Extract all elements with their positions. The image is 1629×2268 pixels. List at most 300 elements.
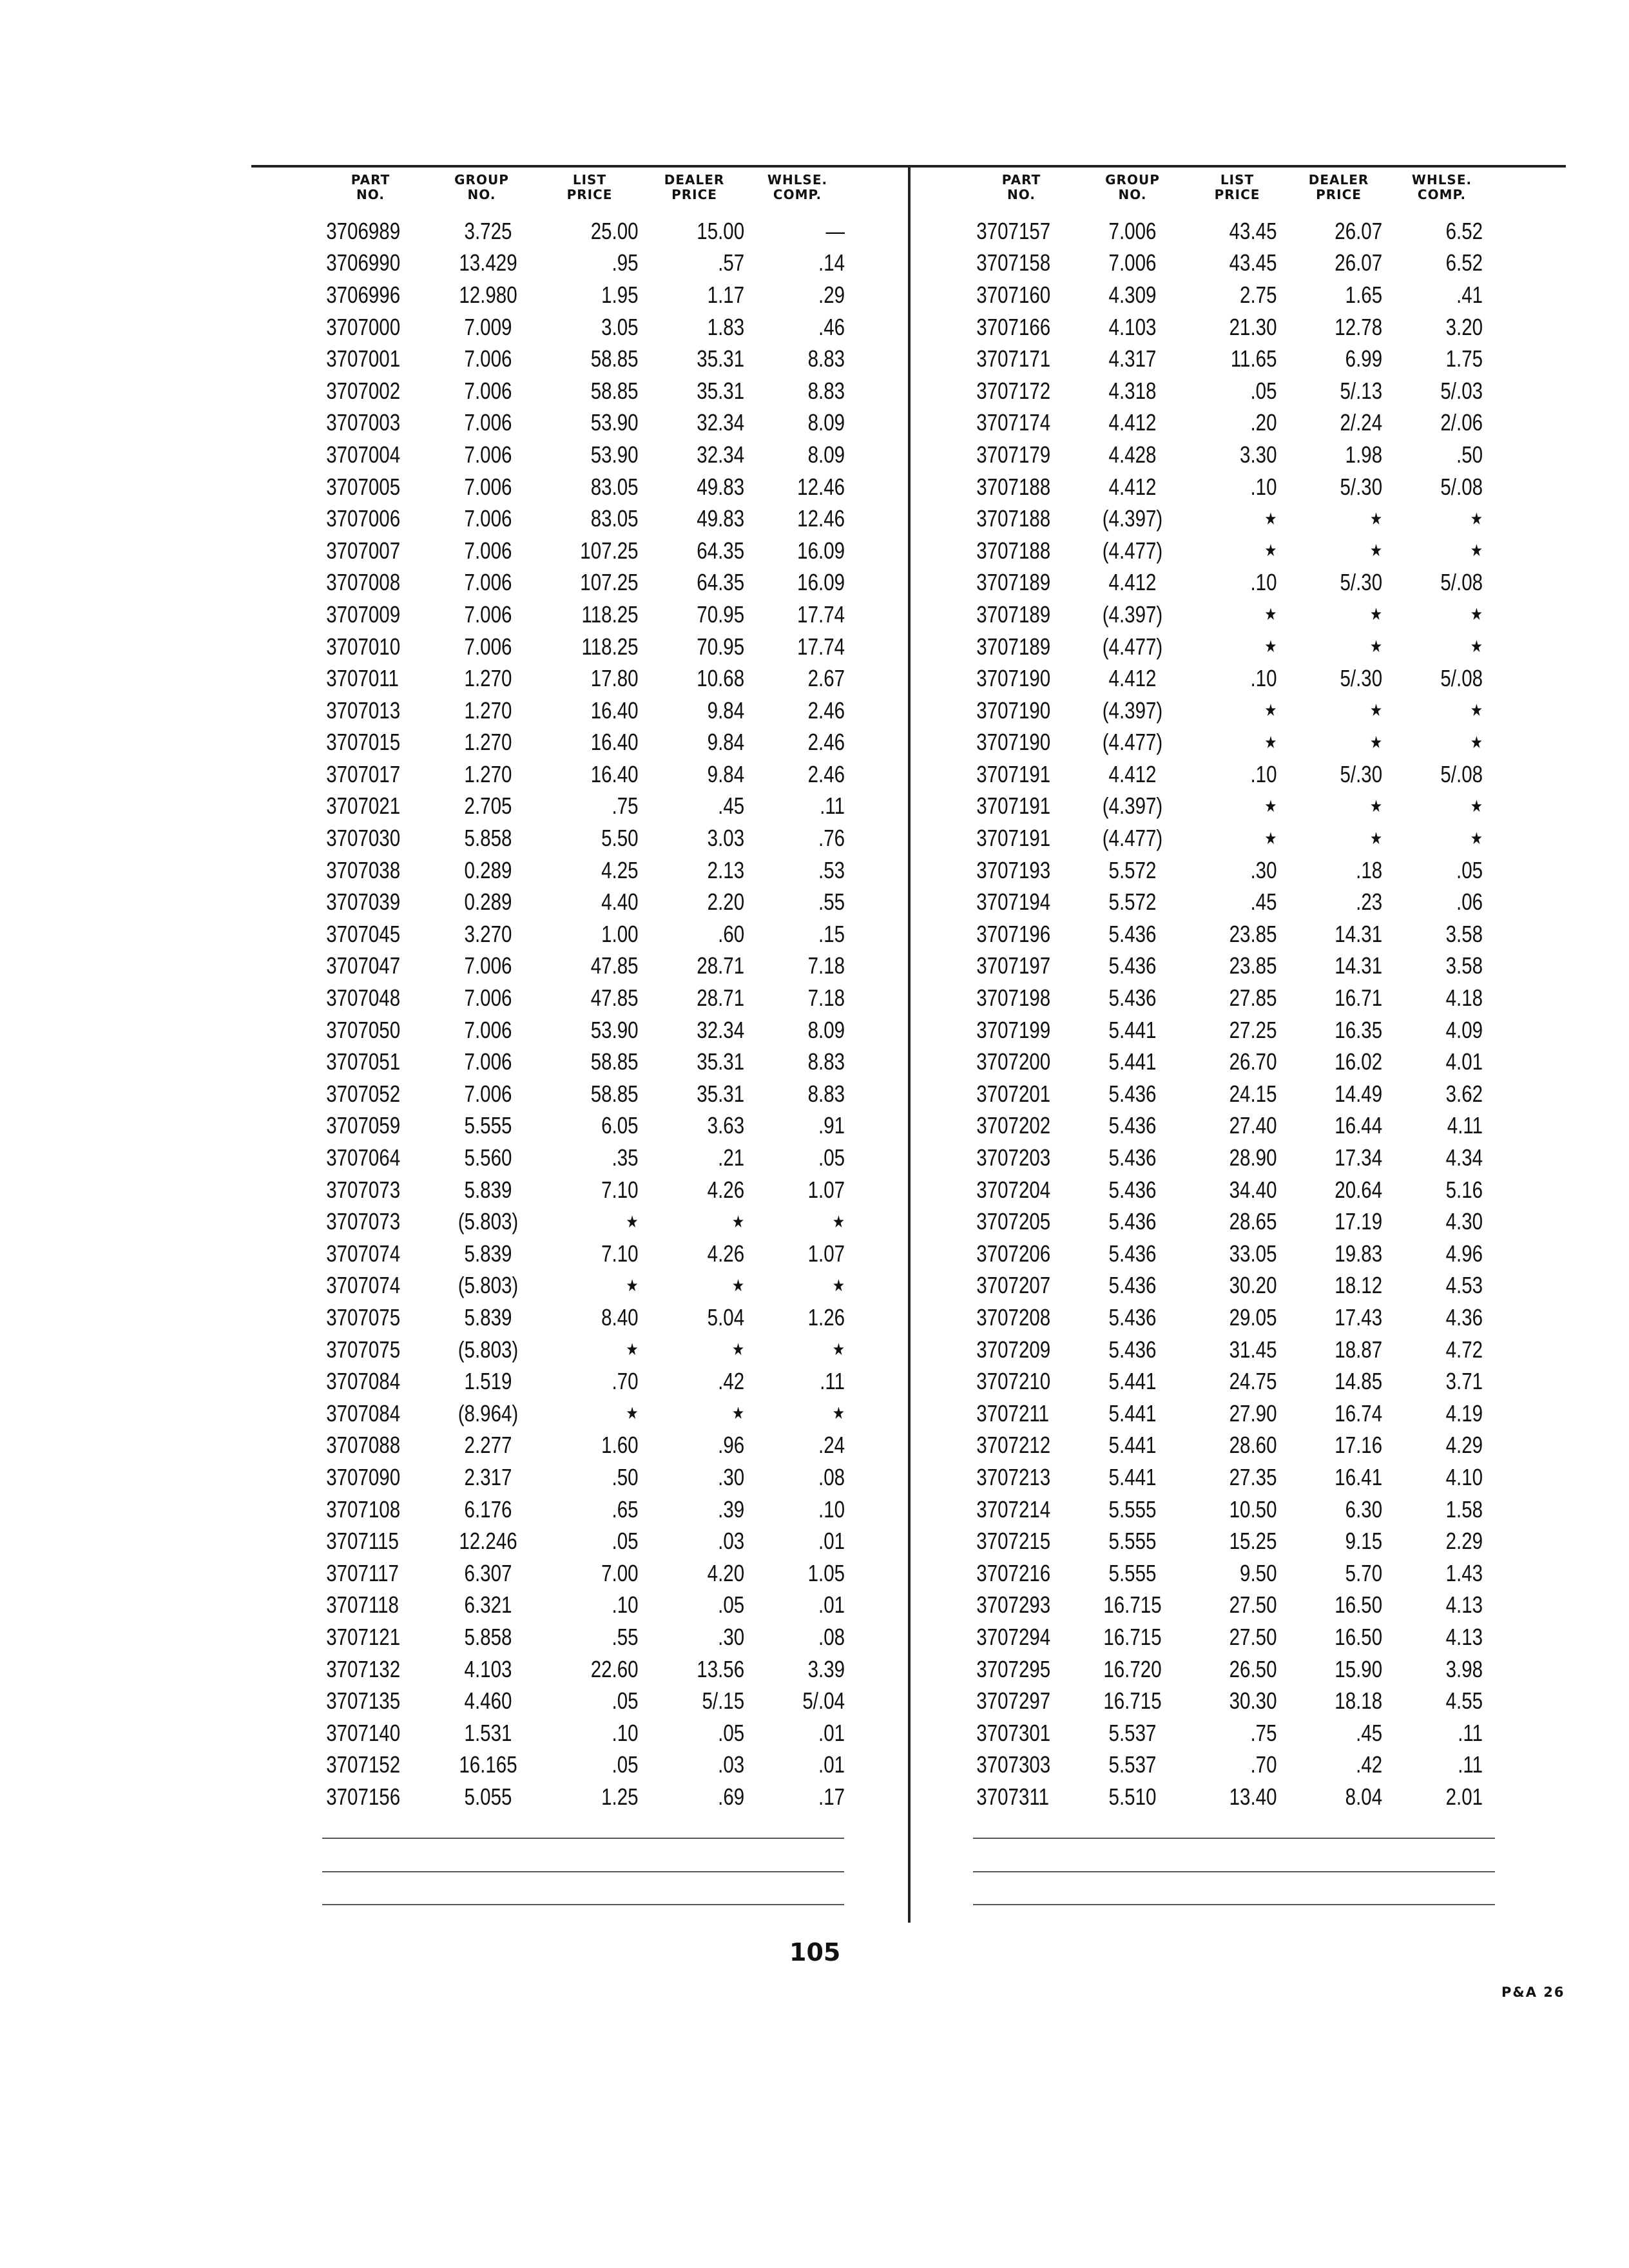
- table-row: [316, 950, 870, 983]
- group-no-cell: 1.270: [464, 729, 512, 756]
- whlse-comp-cell: 12.46: [797, 473, 845, 500]
- part-no-cell: 3707121: [326, 1623, 401, 1650]
- whlse-comp-cell: .11: [1458, 1751, 1483, 1778]
- group-no-cell: 7.006: [1108, 249, 1157, 276]
- part-no-cell: 3707009: [326, 601, 401, 628]
- group-no-cell: 7.006: [464, 377, 512, 404]
- whlse-comp-cell: .50: [1456, 441, 1483, 468]
- table-row: [967, 886, 1495, 918]
- group-no-cell: 5.510: [1108, 1783, 1157, 1810]
- dealer-price-cell: 16.35: [1335, 1016, 1383, 1043]
- part-no-cell: 3707295: [976, 1655, 1051, 1682]
- table-row: [967, 343, 1495, 375]
- part-no-cell: 3707017: [326, 760, 401, 787]
- group-no-cell: 4.412: [1108, 569, 1157, 596]
- table-row: [967, 727, 1495, 759]
- group-no-cell: 5.537: [1108, 1751, 1157, 1778]
- list-price-cell: 28.90: [1229, 1144, 1277, 1171]
- table-row: [316, 727, 870, 759]
- whlse-comp-cell: 5/.08: [1440, 760, 1483, 787]
- group-no-cell: 16.720: [1103, 1655, 1162, 1682]
- part-no-cell: 3707108: [326, 1495, 401, 1523]
- group-no-cell: 7.006: [464, 601, 512, 628]
- dealer-price-cell: 13.56: [697, 1655, 745, 1682]
- group-no-cell: 5.436: [1108, 1176, 1157, 1203]
- dealer-price-cell: .03: [718, 1751, 745, 1778]
- group-no-cell: (5.803): [458, 1208, 519, 1235]
- dealer-price-cell: .23: [1356, 889, 1383, 916]
- whlse-comp-cell: ★: [832, 1211, 845, 1231]
- part-no-cell: 3707199: [976, 1016, 1051, 1043]
- list-price-cell: .05: [612, 1528, 639, 1555]
- list-price-cell: 27.90: [1229, 1399, 1277, 1427]
- dealer-price-cell: 4.26: [707, 1240, 745, 1267]
- list-price-cell: .70: [1250, 1751, 1277, 1778]
- dealer-price-cell: 9.84: [707, 697, 745, 724]
- part-no-cell: 3707158: [976, 249, 1051, 276]
- group-no-cell: 16.715: [1103, 1591, 1162, 1619]
- group-no-cell: 7.006: [464, 505, 512, 532]
- footer-rule: [973, 1838, 1495, 1839]
- dealer-price-cell: ★: [1370, 828, 1383, 848]
- dealer-price-cell: 17.16: [1335, 1432, 1383, 1459]
- list-price-cell: 23.85: [1229, 920, 1277, 947]
- whlse-comp-cell: 17.74: [797, 601, 845, 628]
- dealer-price-cell: 16.41: [1335, 1463, 1383, 1490]
- group-no-cell: 5.436: [1108, 1336, 1157, 1363]
- group-no-cell: 12.980: [459, 281, 517, 308]
- whlse-comp-cell: .10: [818, 1495, 845, 1523]
- list-price-cell: 28.65: [1229, 1208, 1277, 1235]
- group-no-cell: 7.006: [1108, 217, 1157, 244]
- whlse-comp-cell: 7.18: [807, 952, 845, 979]
- part-no-cell: 3707006: [326, 505, 401, 532]
- dealer-price-cell: 17.43: [1335, 1303, 1383, 1331]
- group-no-cell: 1.531: [464, 1719, 512, 1746]
- group-no-cell: 5.560: [464, 1144, 512, 1171]
- part-no-cell: 3707205: [976, 1208, 1051, 1235]
- table-row: [316, 1461, 870, 1494]
- part-no-cell: 3707075: [326, 1303, 401, 1331]
- table-row: [316, 1174, 870, 1206]
- whlse-comp-cell: ★: [1470, 637, 1483, 657]
- whlse-comp-cell: .41: [1456, 281, 1483, 308]
- part-no-cell: 3707030: [326, 825, 401, 852]
- table-row: [316, 1781, 870, 1813]
- group-no-cell: (4.397): [1102, 697, 1163, 724]
- dealer-price-cell: 18.87: [1335, 1336, 1383, 1363]
- dealer-price-cell: 14.85: [1335, 1368, 1383, 1395]
- dealer-price-cell: .60: [718, 920, 745, 947]
- list-price-cell: 107.25: [580, 537, 639, 564]
- whlse-comp-cell: 5.16: [1445, 1176, 1483, 1203]
- list-price-cell: .10: [612, 1591, 639, 1619]
- dealer-price-cell: ★: [732, 1340, 745, 1360]
- table-row: [316, 1302, 870, 1334]
- dealer-price-cell: 70.95: [697, 633, 745, 660]
- table-row: [967, 1430, 1495, 1462]
- list-price-cell: ★: [1264, 604, 1277, 624]
- table-row: [316, 471, 870, 503]
- whlse-comp-cell: ★: [832, 1275, 845, 1295]
- table-row: [967, 1621, 1495, 1653]
- whlse-comp-cell: 4.29: [1445, 1432, 1483, 1459]
- part-no-cell: 3707210: [976, 1368, 1051, 1395]
- part-no-cell: 3707201: [976, 1080, 1051, 1107]
- table-row: [967, 1685, 1495, 1717]
- list-price-cell: 29.05: [1229, 1303, 1277, 1331]
- table-row: [967, 1557, 1495, 1590]
- header-part-no: PART NO.: [1001, 172, 1041, 202]
- whlse-comp-cell: 1.07: [807, 1176, 845, 1203]
- group-no-cell: 1.270: [464, 760, 512, 787]
- whlse-comp-cell: 1.75: [1445, 345, 1483, 372]
- part-no-cell: 3707039: [326, 889, 401, 916]
- left-price-table: [316, 173, 870, 1813]
- part-no-cell: 3706990: [326, 249, 401, 276]
- list-price-cell: 8.40: [601, 1303, 639, 1331]
- group-no-cell: 7.006: [464, 473, 512, 500]
- header-group-no: GROUP NO.: [454, 172, 509, 202]
- dealer-price-cell: 2/.24: [1340, 409, 1383, 436]
- table-row: [967, 758, 1495, 791]
- whlse-comp-cell: 4.96: [1445, 1240, 1483, 1267]
- whlse-comp-cell: .76: [818, 825, 845, 852]
- part-no-cell: 3707160: [976, 281, 1051, 308]
- whlse-comp-cell: 2.01: [1445, 1783, 1483, 1810]
- whlse-comp-cell: .01: [818, 1719, 845, 1746]
- dealer-price-cell: 26.07: [1335, 217, 1383, 244]
- whlse-comp-cell: ★: [1470, 700, 1483, 720]
- list-price-cell: 47.85: [590, 952, 639, 979]
- whlse-comp-cell: 5/.08: [1440, 473, 1483, 500]
- dealer-price-cell: .05: [718, 1591, 745, 1619]
- table-row: [967, 1078, 1495, 1110]
- table-row: [316, 407, 870, 439]
- whlse-comp-cell: 17.74: [797, 633, 845, 660]
- group-no-cell: 5.436: [1108, 920, 1157, 947]
- group-no-cell: (4.397): [1102, 505, 1163, 532]
- whlse-comp-cell: ★: [1470, 604, 1483, 624]
- dealer-price-cell: .42: [718, 1368, 745, 1395]
- group-no-cell: 7.006: [464, 441, 512, 468]
- group-no-cell: (4.477): [1102, 729, 1163, 756]
- group-no-cell: 5.555: [1108, 1495, 1157, 1523]
- table-row: [967, 1365, 1495, 1398]
- table-row: [967, 1717, 1495, 1749]
- footer-rule: [973, 1904, 1495, 1905]
- dealer-price-cell: 5/.30: [1340, 473, 1383, 500]
- dealer-price-cell: 18.12: [1335, 1272, 1383, 1299]
- list-price-cell: 4.40: [601, 889, 639, 916]
- group-no-cell: 7.006: [464, 409, 512, 436]
- table-row: [967, 1238, 1495, 1270]
- part-no-cell: 3707188: [976, 537, 1051, 564]
- group-no-cell: 7.009: [464, 313, 512, 340]
- list-price-cell: 34.40: [1229, 1176, 1277, 1203]
- part-no-cell: 3707200: [976, 1048, 1051, 1075]
- part-no-cell: 3707157: [976, 217, 1051, 244]
- header-whlse-comp: WHLSE. COMP.: [1411, 172, 1472, 202]
- table-row: [316, 1046, 870, 1078]
- list-price-cell: 3.30: [1240, 441, 1277, 468]
- list-price-cell: 6.05: [601, 1112, 639, 1139]
- list-price-cell: 4.25: [601, 856, 639, 883]
- whlse-comp-cell: 3.98: [1445, 1655, 1483, 1682]
- list-price-cell: 7.00: [601, 1559, 639, 1586]
- list-price-cell: 27.50: [1229, 1591, 1277, 1619]
- whlse-comp-cell: 6.52: [1445, 217, 1483, 244]
- table-row: [316, 1365, 870, 1398]
- group-no-cell: (4.477): [1102, 537, 1163, 564]
- part-no-cell: 3707190: [976, 665, 1051, 692]
- whlse-comp-cell: 4.72: [1445, 1336, 1483, 1363]
- dealer-price-cell: 19.83: [1335, 1240, 1383, 1267]
- table-row: [316, 375, 870, 407]
- part-no-cell: 3707190: [976, 729, 1051, 756]
- whlse-comp-cell: 4.09: [1445, 1016, 1483, 1043]
- table-row: [316, 279, 870, 311]
- table-row: [967, 1302, 1495, 1334]
- group-no-cell: 5.436: [1108, 1080, 1157, 1107]
- table-row: [967, 631, 1495, 663]
- list-price-cell: .10: [1250, 569, 1277, 596]
- left-table-header: [316, 173, 870, 215]
- part-no-cell: 3707001: [326, 345, 401, 372]
- whlse-comp-cell: 6.52: [1445, 249, 1483, 276]
- part-no-cell: 3707193: [976, 856, 1051, 883]
- list-price-cell: 107.25: [580, 569, 639, 596]
- part-no-cell: 3707051: [326, 1048, 401, 1075]
- part-no-cell: 3707059: [326, 1112, 401, 1139]
- list-price-cell: 83.05: [590, 505, 639, 532]
- group-no-cell: 13.429: [459, 249, 517, 276]
- list-price-cell: 10.50: [1229, 1495, 1277, 1523]
- table-row: [316, 822, 870, 854]
- group-no-cell: 5.572: [1108, 856, 1157, 883]
- table-row: [316, 1430, 870, 1462]
- whlse-comp-cell: 2.46: [807, 760, 845, 787]
- group-no-cell: 4.412: [1108, 473, 1157, 500]
- table-row: [316, 1270, 870, 1302]
- dealer-price-cell: 1.83: [707, 313, 745, 340]
- whlse-comp-cell: .24: [818, 1432, 845, 1459]
- header-part-no: PART NO.: [351, 172, 390, 202]
- group-no-cell: (4.397): [1102, 601, 1163, 628]
- group-no-cell: 6.307: [464, 1559, 512, 1586]
- list-price-cell: .05: [612, 1687, 639, 1715]
- table-row: [316, 1238, 870, 1270]
- whlse-comp-cell: 16.09: [797, 569, 845, 596]
- dealer-price-cell: 1.98: [1345, 441, 1383, 468]
- dealer-price-cell: 32.34: [697, 1016, 745, 1043]
- whlse-comp-cell: —: [825, 217, 845, 244]
- whlse-comp-cell: .91: [818, 1112, 845, 1139]
- whlse-comp-cell: .05: [1456, 856, 1483, 883]
- part-no-cell: 3707073: [326, 1208, 401, 1235]
- dealer-price-cell: 16.74: [1335, 1399, 1383, 1427]
- table-row: [316, 1525, 870, 1557]
- whlse-comp-cell: 4.10: [1445, 1463, 1483, 1490]
- group-no-cell: 5.436: [1108, 1144, 1157, 1171]
- list-price-cell: .10: [612, 1719, 639, 1746]
- list-price-cell: 53.90: [590, 409, 639, 436]
- part-no-cell: 3707008: [326, 569, 401, 596]
- group-no-cell: 3.270: [464, 920, 512, 947]
- list-price-cell: 43.45: [1229, 249, 1277, 276]
- list-price-cell: 27.50: [1229, 1623, 1277, 1650]
- dealer-price-cell: 9.15: [1345, 1528, 1383, 1555]
- list-price-cell: .70: [612, 1368, 639, 1395]
- part-no-cell: 3707207: [976, 1272, 1051, 1299]
- dealer-price-cell: .39: [718, 1495, 745, 1523]
- dealer-price-cell: 28.71: [697, 952, 745, 979]
- list-price-cell: .05: [612, 1751, 639, 1778]
- dealer-price-cell: 6.30: [1345, 1495, 1383, 1523]
- page-number: 105: [789, 1938, 841, 1966]
- dealer-price-cell: 6.99: [1345, 345, 1383, 372]
- whlse-comp-cell: .08: [818, 1463, 845, 1490]
- list-price-cell: 30.20: [1229, 1272, 1277, 1299]
- whlse-comp-cell: 3.58: [1445, 952, 1483, 979]
- table-row: [967, 1206, 1495, 1238]
- list-price-cell: .35: [612, 1144, 639, 1171]
- part-no-cell: 3707197: [976, 952, 1051, 979]
- dealer-price-cell: .96: [718, 1432, 745, 1459]
- part-no-cell: 3707293: [976, 1591, 1051, 1619]
- group-no-cell: 0.289: [464, 889, 512, 916]
- group-no-cell: 5.555: [1108, 1528, 1157, 1555]
- list-price-cell: ★: [626, 1340, 639, 1360]
- part-no-cell: 3707204: [976, 1176, 1051, 1203]
- table-row: [316, 695, 870, 727]
- part-no-cell: 3707198: [976, 985, 1051, 1012]
- list-price-cell: 1.95: [601, 281, 639, 308]
- part-no-cell: 3707090: [326, 1463, 401, 1490]
- dealer-price-cell: ★: [1370, 508, 1383, 528]
- part-no-cell: 3707073: [326, 1176, 401, 1203]
- dealer-price-cell: ★: [1370, 637, 1383, 657]
- table-row: [967, 567, 1495, 599]
- list-price-cell: .20: [1250, 409, 1277, 436]
- whlse-comp-cell: 4.01: [1445, 1048, 1483, 1075]
- group-no-cell: 16.165: [459, 1751, 517, 1778]
- table-row: [967, 1110, 1495, 1142]
- group-no-cell: 5.055: [464, 1783, 512, 1810]
- whlse-comp-cell: 5/.08: [1440, 665, 1483, 692]
- whlse-comp-cell: 4.36: [1445, 1303, 1483, 1331]
- list-price-cell: 58.85: [590, 345, 639, 372]
- whlse-comp-cell: 3.20: [1445, 313, 1483, 340]
- whlse-comp-cell: 8.09: [807, 1016, 845, 1043]
- whlse-comp-cell: .01: [818, 1751, 845, 1778]
- group-no-cell: 4.412: [1108, 409, 1157, 436]
- table-row: [967, 407, 1495, 439]
- list-price-cell: 53.90: [590, 1016, 639, 1043]
- part-no-cell: 3707074: [326, 1272, 401, 1299]
- part-no-cell: 3707084: [326, 1368, 401, 1395]
- part-no-cell: 3707005: [326, 473, 401, 500]
- group-no-cell: 4.318: [1108, 377, 1157, 404]
- dealer-price-cell: 16.50: [1335, 1623, 1383, 1650]
- dealer-price-cell: .30: [718, 1623, 745, 1650]
- list-price-cell: 13.40: [1229, 1783, 1277, 1810]
- table-row: [316, 1334, 870, 1366]
- list-price-cell: 58.85: [590, 377, 639, 404]
- part-no-cell: 3707301: [976, 1719, 1051, 1746]
- part-no-cell: 3707303: [976, 1751, 1051, 1778]
- group-no-cell: 3.725: [464, 217, 512, 244]
- whlse-comp-cell: 4.18: [1445, 985, 1483, 1012]
- group-no-cell: 4.103: [464, 1655, 512, 1682]
- list-price-cell: ★: [626, 1211, 639, 1231]
- table-row: [967, 1525, 1495, 1557]
- whlse-comp-cell: 4.13: [1445, 1623, 1483, 1650]
- dealer-price-cell: .45: [718, 793, 745, 820]
- dealer-price-cell: 3.03: [707, 825, 745, 852]
- table-row: [967, 215, 1495, 247]
- table-row: [316, 758, 870, 791]
- table-row: [967, 1142, 1495, 1174]
- group-no-cell: 4.309: [1108, 281, 1157, 308]
- table-row: [316, 1142, 870, 1174]
- whlse-comp-cell: 1.05: [807, 1559, 845, 1586]
- group-no-cell: 2.277: [464, 1432, 512, 1459]
- group-no-cell: 4.317: [1108, 345, 1157, 372]
- whlse-comp-cell: 3.71: [1445, 1368, 1483, 1395]
- whlse-comp-cell: 2/.06: [1440, 409, 1483, 436]
- list-price-cell: .95: [612, 249, 639, 276]
- table-row: [967, 311, 1495, 343]
- list-price-cell: .10: [1250, 665, 1277, 692]
- part-no-cell: 3707202: [976, 1112, 1051, 1139]
- group-no-cell: (4.397): [1102, 793, 1163, 820]
- group-no-cell: 7.006: [464, 1080, 512, 1107]
- table-row: [316, 215, 870, 247]
- whlse-comp-cell: ★: [832, 1340, 845, 1360]
- part-no-cell: 3707117: [326, 1559, 399, 1586]
- part-no-cell: 3707206: [976, 1240, 1051, 1267]
- list-price-cell: 3.05: [601, 313, 639, 340]
- part-no-cell: 3707212: [976, 1432, 1051, 1459]
- list-price-cell: 118.25: [581, 601, 639, 628]
- whlse-comp-cell: ★: [1470, 828, 1483, 848]
- whlse-comp-cell: .46: [818, 313, 845, 340]
- part-no-cell: 3707194: [976, 889, 1051, 916]
- dealer-price-cell: 15.90: [1335, 1655, 1383, 1682]
- dealer-price-cell: 14.31: [1335, 952, 1383, 979]
- list-price-cell: 16.40: [590, 729, 639, 756]
- part-no-cell: 3707189: [976, 601, 1051, 628]
- part-no-cell: 3707211: [976, 1399, 1050, 1427]
- whlse-comp-cell: 5/.04: [802, 1687, 845, 1715]
- list-price-cell: 11.65: [1230, 345, 1277, 372]
- whlse-comp-cell: 5/.03: [1440, 377, 1483, 404]
- right-table-header: [967, 173, 1495, 215]
- part-no-cell: 3707172: [976, 377, 1051, 404]
- footer-rule: [322, 1871, 844, 1872]
- group-no-cell: 7.006: [464, 985, 512, 1012]
- group-no-cell: 5.537: [1108, 1719, 1157, 1746]
- group-no-cell: 5.572: [1108, 889, 1157, 916]
- part-no-cell: 3707179: [976, 441, 1051, 468]
- dealer-price-cell: ★: [1370, 700, 1383, 720]
- table-row: [316, 343, 870, 375]
- list-price-cell: 53.90: [590, 441, 639, 468]
- group-no-cell: (4.477): [1102, 633, 1163, 660]
- whlse-comp-cell: .55: [818, 889, 845, 916]
- group-no-cell: 6.321: [464, 1591, 512, 1619]
